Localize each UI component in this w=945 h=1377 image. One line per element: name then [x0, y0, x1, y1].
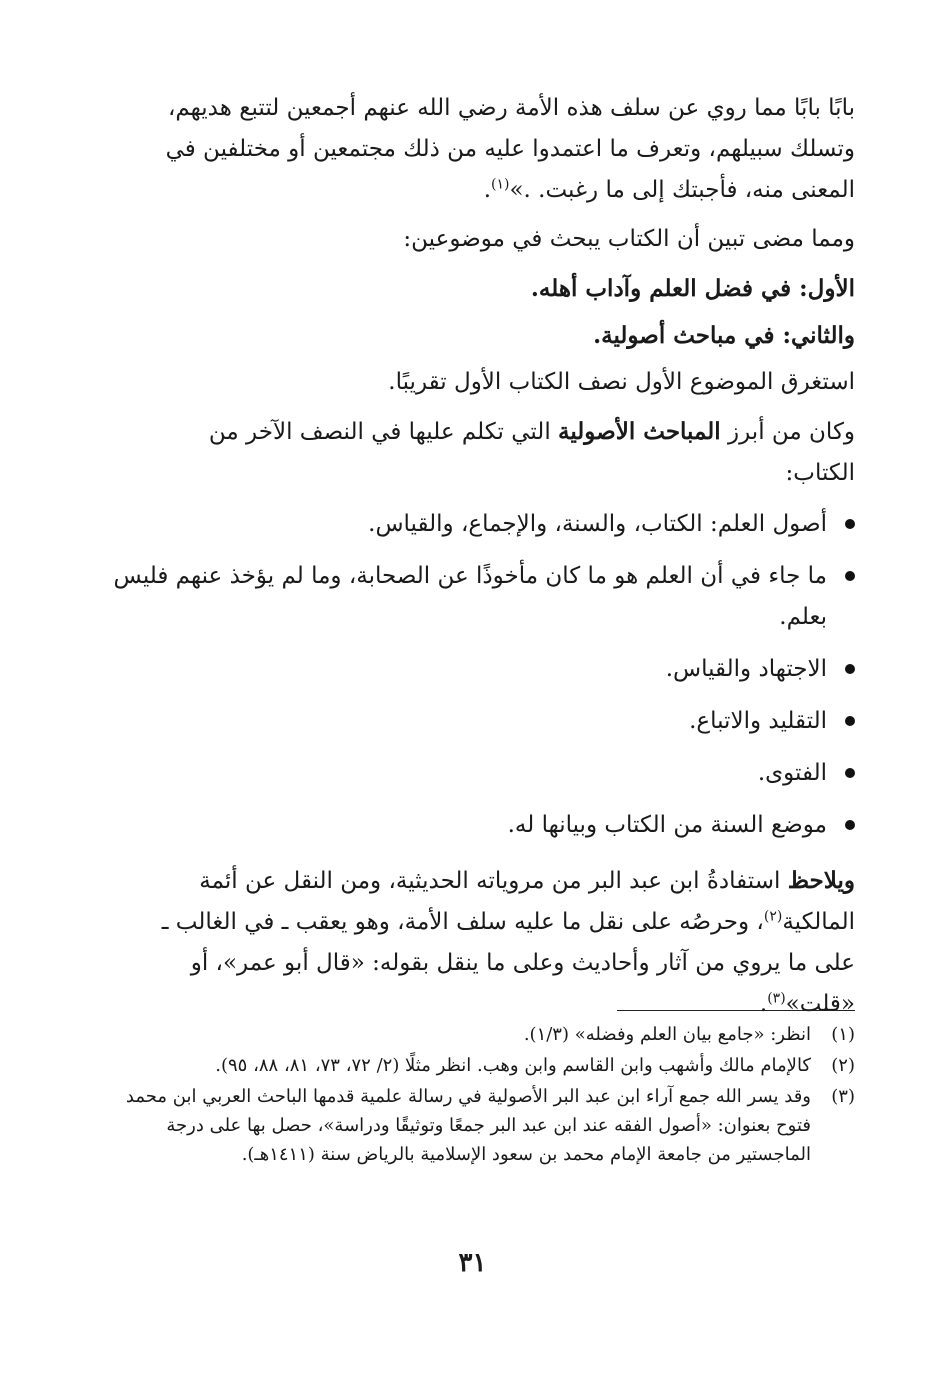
closing-line [110, 902, 855, 943]
list-item [110, 701, 855, 742]
topic-second [110, 315, 855, 356]
intro-line: بابًا بابًا مما روي عن سلف هذه الأمة رضي الله عنهم أجمعين لتتبع هديهم، [167, 95, 855, 121]
prominent-line-2: الكتاب: [785, 460, 855, 486]
topic-second-text: في مباحث أصولية. [593, 322, 775, 349]
topic-first-label: الأول: [799, 275, 855, 302]
prominent-paragraph [110, 411, 855, 494]
page-number: ٣١ [458, 1248, 487, 1278]
intro-line: وتسلك سبيلهم، وتعرف ما اعتمدوا عليه من ذلك مجتمعين أو مختلفين في [165, 136, 855, 162]
list-item-text: أصول العلم: الكتاب، والسنة، والإجماع، والقياس. [368, 511, 827, 537]
intro-line-last [110, 170, 855, 211]
closing-line-1: استفادةُ ابن عبد البر من مروياته الحديثية، ومن النقل عن أئمة [199, 868, 781, 894]
bullet-icon [845, 716, 855, 726]
topic-first-text: في فضل العلم وآداب أهله. [530, 275, 792, 302]
footnotes [110, 1020, 855, 1171]
list-item-text: الاجتهاد والقياس. [665, 656, 827, 682]
footnote-ref-3[interactable]: (٣) [767, 990, 786, 1007]
closing-bold-start: ويلاحظ [787, 867, 855, 894]
footnote [110, 1020, 855, 1049]
list-item [110, 556, 855, 638]
topics-list [110, 504, 855, 846]
footnote-number: (١) [831, 1024, 855, 1045]
footnote-text: كالإمام مالك وأشهب وابن القاسم وابن وهب. انظر مثلًا (٢/ ٧٢، ٧٣، ٨١، ٨٨، ٩٥). [215, 1055, 811, 1076]
closing-line-4-end: . [759, 991, 768, 1017]
footnote [110, 1082, 855, 1169]
topic-first [110, 268, 855, 309]
footnote-text: انظر: «جامع بيان العلم وفضله» (١/٣). [523, 1024, 811, 1045]
closing-paragraph [110, 860, 855, 1025]
bullet-icon [845, 571, 855, 581]
footnote-number: (٢) [831, 1055, 855, 1076]
intro-line-text: المعنى منه، فأجبتك إلى ما رغبت. .» [509, 177, 855, 203]
list-item [110, 649, 855, 690]
closing-line-3: على ما يروي من آثار وأحاديث وعلى ما ينقل بقوله: «قال أبو عمر»، أو [190, 950, 855, 976]
bullet-icon [845, 820, 855, 830]
list-item-text: الفتوى. [757, 760, 827, 786]
list-item-text: موضع السنة من الكتاب وبيانها له. [507, 812, 827, 838]
list-item-text: ما جاء في أن العلم هو ما كان مأخوذًا عن الصحابة، وما لم يؤخذ عنهم فليس بعلم. [113, 563, 827, 630]
prominent-after: التي تكلم عليها في النصف الآخر من [208, 419, 551, 445]
closing-line-2-end: ، وحرصُه على نقل ما عليه سلف الأمة، وهو يعقب ـ في الغالب ـ [161, 909, 764, 935]
footnote-divider [617, 1010, 855, 1011]
bullet-icon [845, 519, 855, 529]
list-item-text: التقليد والاتباع. [689, 708, 827, 734]
bullet-icon [845, 768, 855, 778]
topics-coverage: استغرق الموضوع الأول نصف الكتاب الأول تقريبًا. [388, 369, 855, 395]
closing-line [110, 984, 855, 1025]
closing-line-4-start: «قلت» [785, 991, 855, 1017]
list-item [110, 805, 855, 846]
intro-paragraph [110, 88, 855, 211]
list-item [110, 753, 855, 794]
prominent-bold: المباحث الأصولية [558, 418, 721, 445]
footnote-ref-2[interactable]: (٢) [763, 908, 783, 925]
footnote-ref-1[interactable]: (١) [491, 176, 510, 193]
closing-line [110, 860, 855, 902]
footnote-number: (٣) [831, 1086, 855, 1107]
page-body [110, 88, 855, 1033]
bullet-icon [845, 664, 855, 674]
topics-lead: ومما مضى تبين أن الكتاب يبحث في موضوعين: [403, 226, 855, 252]
list-item [110, 504, 855, 545]
footnote-text: وقد يسر الله جمع آراء ابن عبد البر الأصولية في رسالة علمية قدمها الباحث العربي ابن محمد فتوح بعنوان: «أصول الفقه عند ابن عبد البر جمعًا وتوثيقًا ودراسة»، حصل بها على درجة الماجستير من جامعة الإمام محمد بن سعود الإسلامية بالرياض سنة (١٤١١هـ). [125, 1086, 811, 1165]
topic-second-label: والثاني: [782, 322, 855, 349]
closing-line-2-start: المالكية [782, 909, 855, 935]
footnote [110, 1051, 855, 1080]
prominent-before: وكان من أبرز [728, 419, 855, 445]
prominent-line [110, 411, 855, 453]
intro-line-end: . [483, 177, 491, 203]
